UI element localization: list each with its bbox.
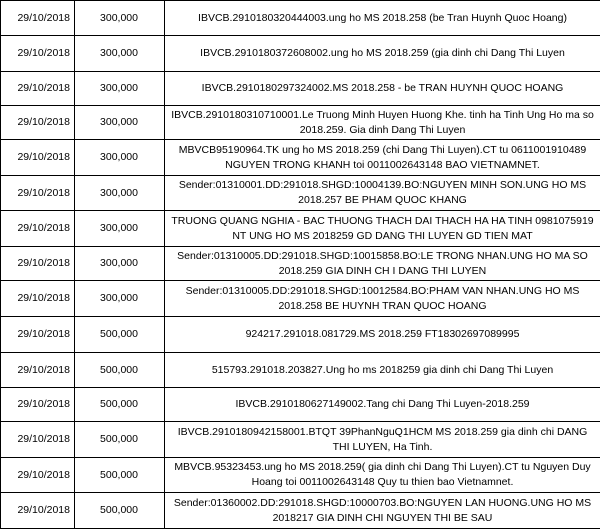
date-cell: 29/10/2018 [1, 353, 75, 388]
date-cell: 29/10/2018 [1, 211, 75, 247]
description-cell: Sender:01310005.DD:291018.SHGD:10015858.BO:LE TRONG NHAN.UNG HO MA SO 2018.259 GIA DINH CH I DANG THI LUYEN [165, 247, 600, 281]
date-cell: 29/10/2018 [1, 176, 75, 211]
date-cell: 29/10/2018 [1, 317, 75, 353]
description-cell: Sender:01310001.DD:291018.SHGD:10004139.BO:NGUYEN MINH SON.UNG HO MS 2018.257 BE PHAM QUOC KHANG [165, 176, 600, 211]
table-row [1, 317, 600, 353]
description-cell: IBVCB.2910180372608002.ung ho MS 2018.259 (gia dinh chi Dang Thi Luyen [165, 36, 600, 72]
description-cell: 515793.291018.203827.Ung ho ms 2018259 gia dinh chi Dang Thi Luyen [165, 353, 600, 388]
amount-cell: 500,000 [75, 353, 165, 388]
date-cell: 29/10/2018 [1, 388, 75, 422]
table-row [1, 36, 600, 72]
amount-cell: 300,000 [75, 247, 165, 281]
amount-cell: 300,000 [75, 211, 165, 247]
amount-cell: 300,000 [75, 106, 165, 140]
amount-cell: 300,000 [75, 36, 165, 72]
table-row [1, 353, 600, 388]
table-row [1, 106, 600, 140]
description-cell: TRUONG QUANG NGHIA - BAC THUONG THACH DAI THACH HA HA TINH 0981075919 NT UNG HO MS 2018259 GD DANG THI LUYEN GD TIEN MAT [165, 211, 600, 247]
table-row [1, 247, 600, 281]
table-row [1, 458, 600, 493]
description-cell: IBVCB.2910180297324002.MS 2018.258 - be TRAN HUYNH QUOC HOANG [165, 72, 600, 106]
table-row [1, 493, 600, 529]
description-cell: IBVCB.2910180310710001.Le Truong Minh Huyen Huong Khe. tinh ha Tinh Ung Ho ma so 2018.259. Gia dinh Dang Thi Luyen [165, 106, 600, 140]
amount-cell: 500,000 [75, 388, 165, 422]
date-cell: 29/10/2018 [1, 72, 75, 106]
table-row [1, 388, 600, 422]
description-cell: Sender:01310005.DD:291018.SHGD:10012584.BO:PHAM VAN NHAN.UNG HO MS 2018.258 BE HUYNH TRAN QUOC HOANG [165, 281, 600, 317]
date-cell: 29/10/2018 [1, 493, 75, 529]
amount-cell: 500,000 [75, 422, 165, 458]
description-cell: MBVCB.95323453.ung ho MS 2018.259( gia dinh chi Dang Thi Luyen).CT tu Nguyen Duy Hoang toi 0011002643148 Quy tu thien bao Vietnamnet. [165, 458, 600, 493]
amount-cell: 300,000 [75, 140, 165, 176]
table-row [1, 422, 600, 458]
amount-cell: 500,000 [75, 317, 165, 353]
table-row [1, 1, 600, 36]
date-cell: 29/10/2018 [1, 106, 75, 140]
description-cell: IBVCB.2910180627149002.Tang chi Dang Thi Luyen-2018.259 [165, 388, 600, 422]
amount-cell: 300,000 [75, 176, 165, 211]
table-row [1, 281, 600, 317]
date-cell: 29/10/2018 [1, 247, 75, 281]
date-cell: 29/10/2018 [1, 458, 75, 493]
description-cell: MBVCB95190964.TK ung ho MS 2018.259 (chi Dang Thi Luyen).CT tu 0611001910489 NGUYEN TRONG KHANH toi 0011002643148 BAO VIETNAMNET. [165, 140, 600, 176]
description-cell: IBVCB.2910180942158001.BTQT 39PhanNguQ1HCM MS 2018.259 gia dinh chi DANG THI LUYEN, Ha Tinh. [165, 422, 600, 458]
amount-cell: 300,000 [75, 1, 165, 36]
description-cell: Sender:01360002.DD:291018.SHGD:10000703.BO:NGUYEN LAN HUONG.UNG HO MS 2018217 GIA DINH CHI NGUYEN THI BE SAU [165, 493, 600, 529]
table-row [1, 211, 600, 247]
table-row [1, 72, 600, 106]
date-cell: 29/10/2018 [1, 140, 75, 176]
table-row [1, 140, 600, 176]
amount-cell: 300,000 [75, 72, 165, 106]
amount-cell: 500,000 [75, 458, 165, 493]
description-cell: IBVCB.2910180320444003.ung ho MS 2018.258 (be Tran Huynh Quoc Hoang) [165, 1, 600, 36]
table-row [1, 176, 600, 211]
description-cell: 924217.291018.081729.MS 2018.259 FT18302697089995 [165, 317, 600, 353]
amount-cell: 300,000 [75, 281, 165, 317]
date-cell: 29/10/2018 [1, 1, 75, 36]
date-cell: 29/10/2018 [1, 281, 75, 317]
date-cell: 29/10/2018 [1, 422, 75, 458]
date-cell: 29/10/2018 [1, 36, 75, 72]
amount-cell: 500,000 [75, 493, 165, 529]
